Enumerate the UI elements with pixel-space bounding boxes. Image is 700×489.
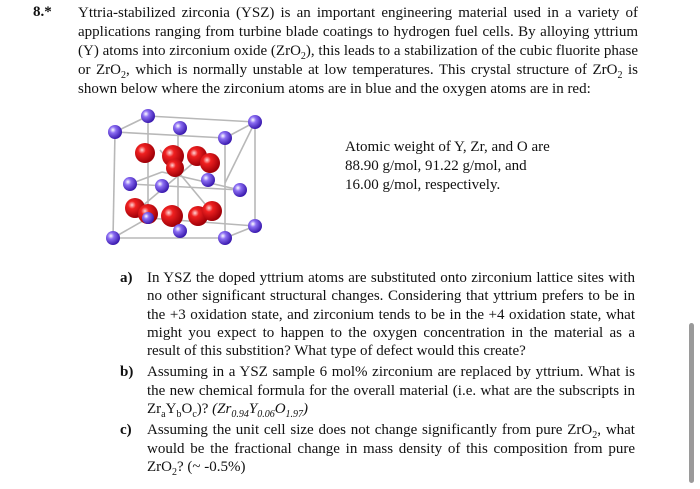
atomic-weights-note: [345, 138, 585, 195]
part-label: c): [120, 422, 132, 439]
part-text: In YSZ the doped yttrium atoms are substituted onto zirconium lattice sites with no other significant structural changes. Considering that yttrium prefers to be in the +3 oxidation state, and zirconium tends to be in the +4 oxidation state, what might you expect to happen to the oxygen concentration in the material as a result of this substition? What type of defect would this create?: [147, 270, 635, 360]
question-number: 8.*: [33, 4, 52, 20]
part-b: [120, 363, 635, 421]
vertical-scrollbar[interactable]: [689, 323, 694, 483]
part-label: a): [120, 270, 133, 286]
crystal-structure-figure: [100, 108, 270, 253]
part-label: b): [120, 364, 134, 381]
atomic-weights-line: Atomic weight of Y, Zr, and O are: [345, 139, 550, 155]
atomic-weights-line: 88.90 g/mol, 91.22 g/mol, and: [345, 158, 527, 174]
question-parts: [120, 269, 635, 479]
part-text: Assuming in a YSZ sample 6 mol% zirconium are replaced by yttrium. What is the new chemical formula for the overall material (i.e. what are the subscripts in $Zr_aY_bO_c$)? $(Zr_{0.94}Y_{0.06}O_{1.97})$: [147, 364, 635, 421]
atomic-weights-line: 16.00 g/mol, respectively.: [345, 177, 501, 193]
part-b-answer: $(Zr_{0.94}Y_{0.06}O_{1.97})$: [212, 401, 309, 421]
part-text: Assuming the unit cell size does not change significantly from pure ZrO$_2$, what would be the fractional change in mass density of this composition from pure ZrO$_2$? (~ -0.5%): [147, 422, 635, 478]
question-intro: Yttria-stabilized zirconia (YSZ) is an important engineering material used in a variety of applications ranging from turbine blade coatings to hydrogen fuel cells. By alloying yttrium (Y) atoms into zirconium oxide (ZrO$_2$), this leads to a stabilization of the cubic fluorite phase or ZrO$_2$, which is normally unstable at low temperatures. This crystal structure of ZrO$_2$ is shown below where the zirconium atoms are in blue and the oxygen atoms are in red:: [78, 5, 638, 97]
part-c: [120, 421, 635, 476]
unit-cell-frame: [113, 116, 255, 238]
part-a: [120, 269, 635, 360]
